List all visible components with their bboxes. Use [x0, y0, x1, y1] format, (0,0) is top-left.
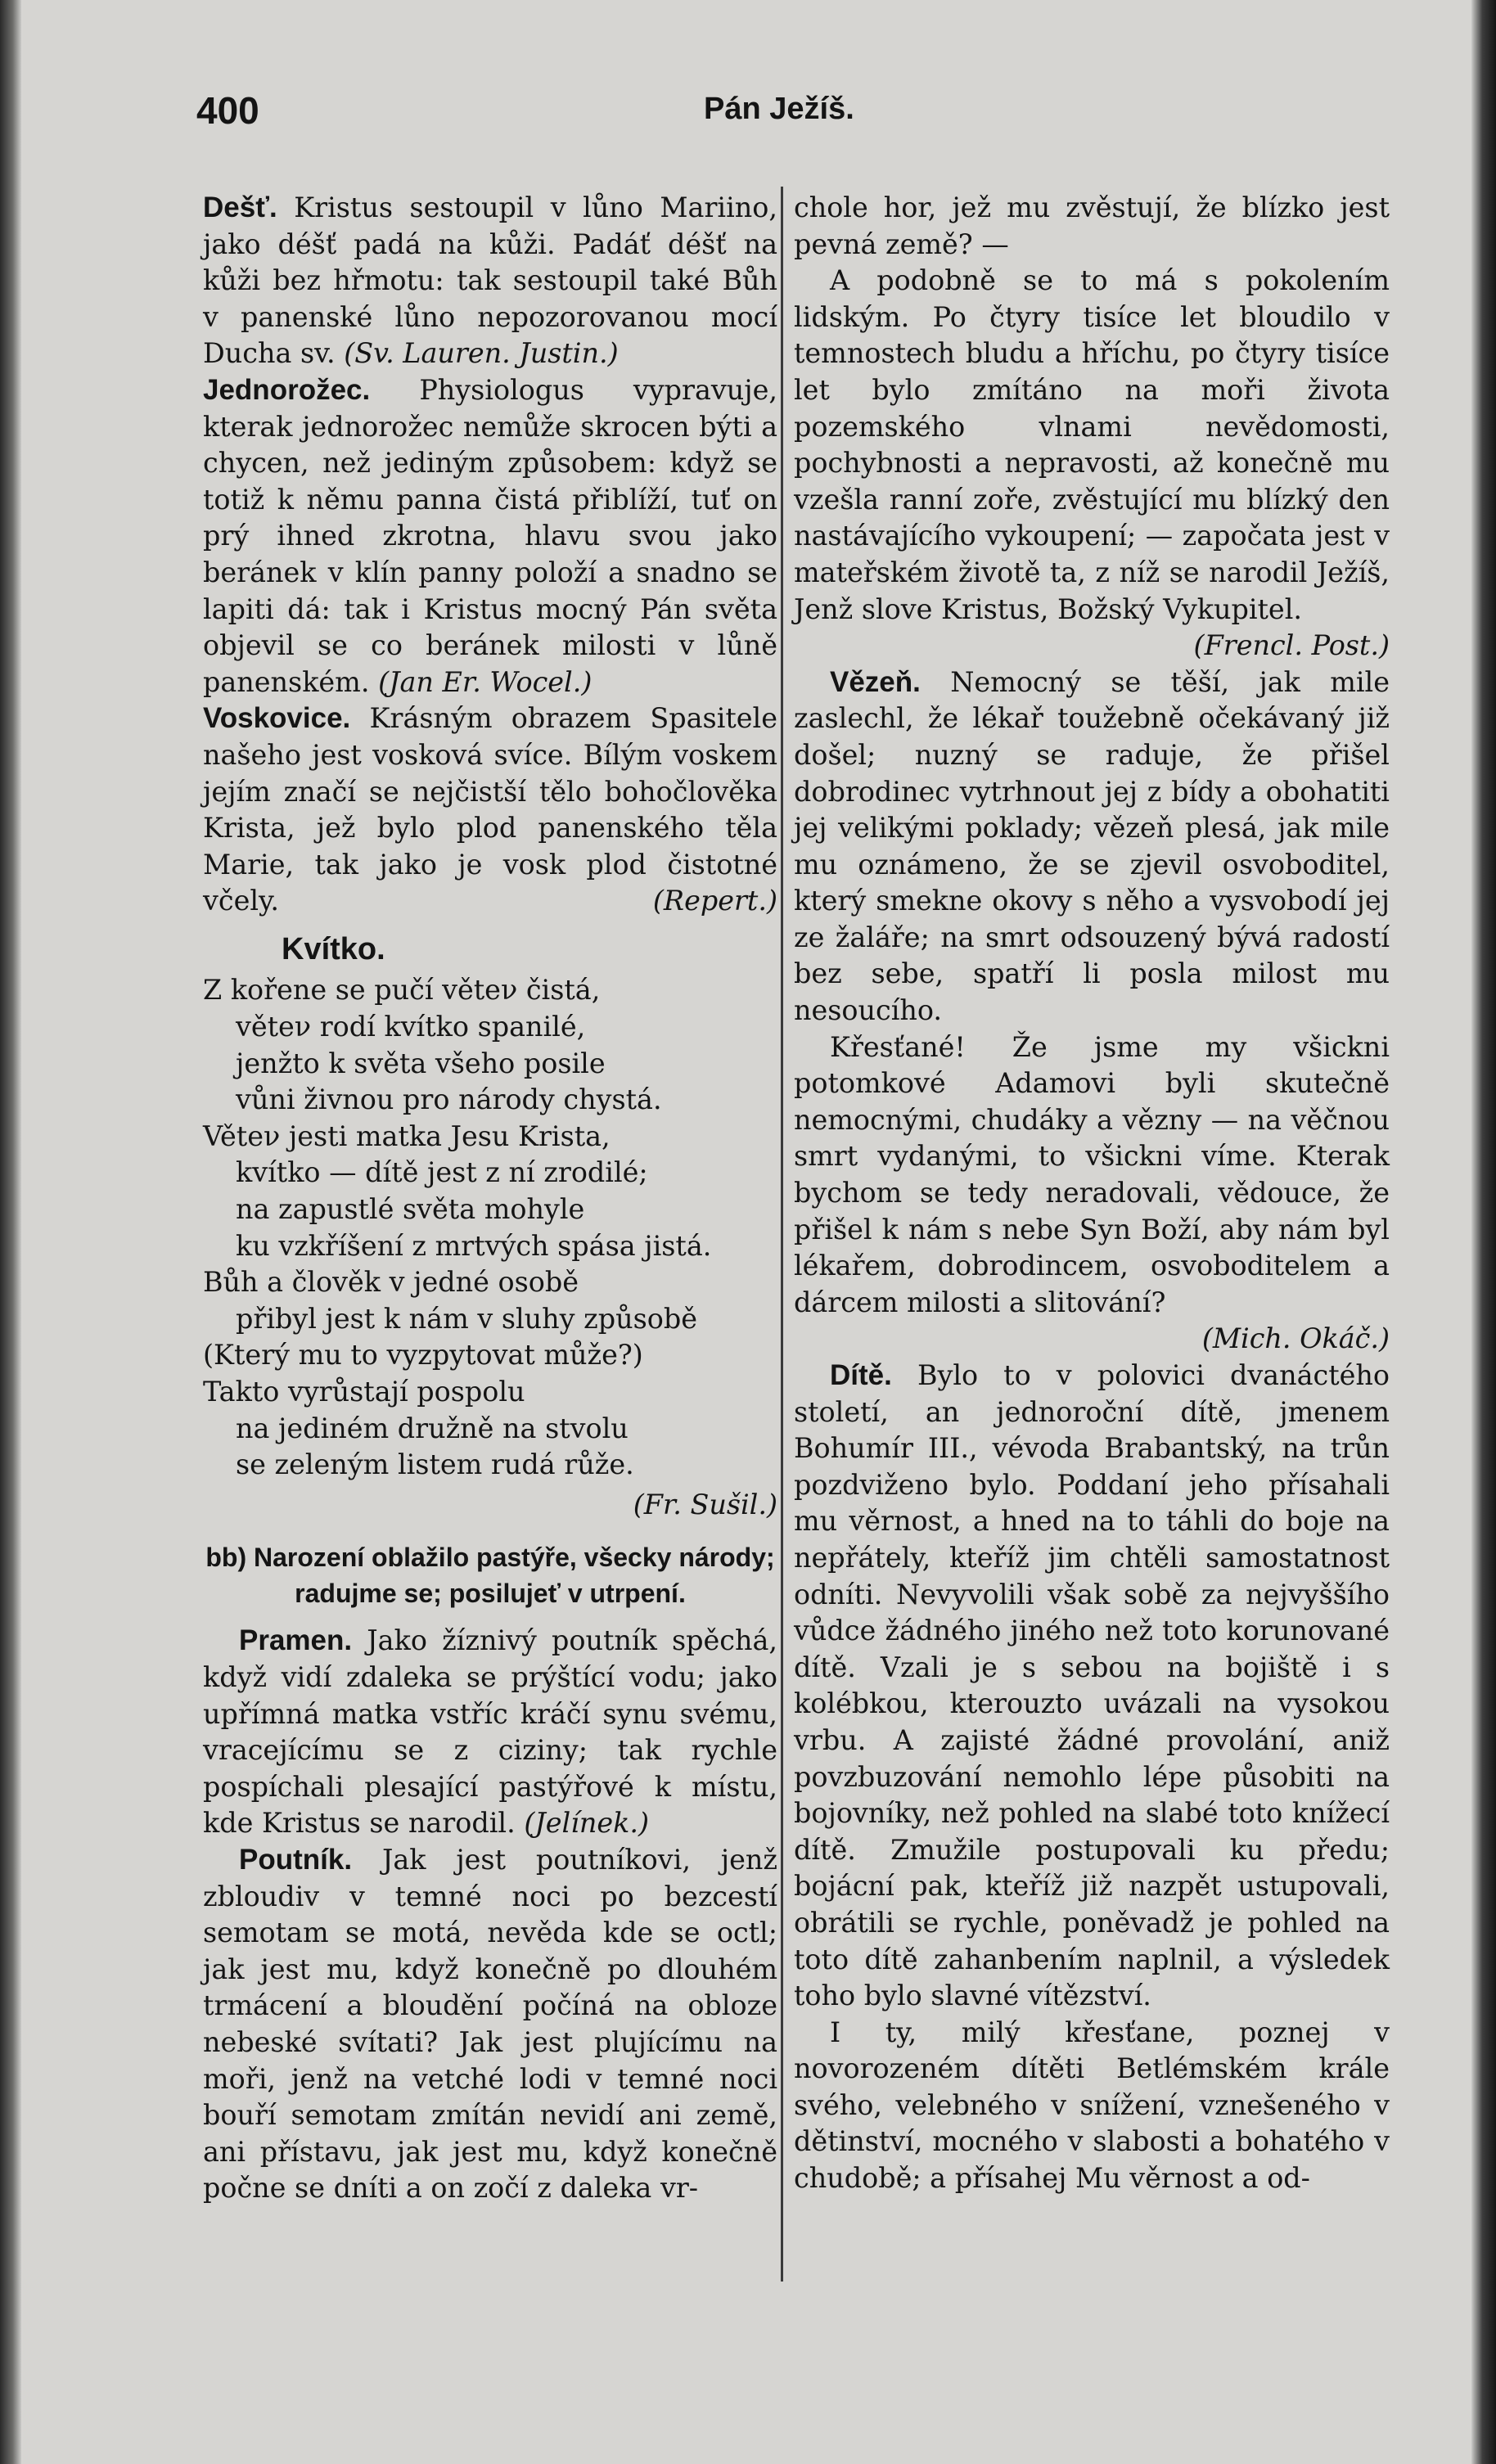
poem-line: se zeleným listem rudá růže. [236, 1448, 634, 1481]
entry-dest [203, 190, 777, 372]
right-column [794, 190, 1390, 2197]
entry-pramen [203, 1623, 777, 1842]
entry-voskovice [203, 700, 777, 920]
entry-heading: Dešť. [203, 191, 277, 223]
poem-line: na jediném družně na stvolu [236, 1412, 629, 1444]
entry-source: (Sv. Lauren. Justin.) [344, 337, 619, 370]
poem-line: Takto vyrůstají pospolu [203, 1376, 525, 1408]
entry-text: Physiologus vypravuje, kterak jednorožec nemůže skrocen býti a chycen, než jediným způsobem: když se totiž k němu panna čistá přiblíží, tuť on prý ihned zkrotna, hlavu svou jako beránek v klín panny položí a snadno se lapiti dá: tak i Kristus mocný Pán světa objevil se co beránek milosti v lůně panenském. [203, 373, 777, 698]
poem-source: (Fr. Sušil.) [633, 1488, 777, 1520]
entry-source: (Mich. Okáč.) [1201, 1322, 1390, 1355]
poem-line: vůni živnou pro národy chystá. [236, 1083, 662, 1116]
poem-line: přibyl jest k nám v sluhy způsobě [236, 1302, 697, 1335]
entry-text: Krásným obrazem Spasitele našeho jest vosková svíce. Bílým voskem jejím značí se nejčistší tělo bohočlověka Krista, jež bylo plod panenského těla Marie, tak jako je vosk plod čistotné včely. [203, 702, 777, 917]
poem-line: (Který mu to vyzpytovat může?) [203, 1339, 643, 1372]
column-divider [781, 187, 783, 2282]
entry-text: Jak jest poutníkovi, jenž zbloudiv v temné noci po bezcestí semotam se motá, nevěda kde se octl; jak jest mu, když konečně po dlouhém trmácení a bloudění počíná na obloze nebeské svítati? Jak jest plujícímu na moři, jenž na vetché lodi v temné noci bouří semotam zmítán nevidí ani země, ani přístavu, jak jest mu, když konečně počne se dníti a on zočí z daleka vr- [203, 1843, 777, 2205]
page-header [196, 88, 1308, 137]
entry-text: Křesťané! Že jsme my všickni potomkové Adamovi byli skutečně nemocnými, chudáky a vězny — na věčnou smrt vydanými, to všickni víme. Kterak bychom se tedy neradovali, vědouce, že přišel k nám s nebe Syn Boží, aby nám byl lékařem, dobrodincem, osvoboditelem a dárcem milosti a slitování? [794, 1030, 1390, 1318]
poem-line: ku vzkříšení z mrtvých spása jistá. [236, 1229, 712, 1262]
poem-line: věteν rodí kvítko spanilé, [236, 1011, 586, 1043]
continuation-text: chole hor, jež mu zvěstují, že blízko jest pevná země? — [794, 191, 1390, 260]
poem-line: Bůh a člověk v jedné osobě [203, 1266, 579, 1299]
entry-krestane [794, 1029, 1390, 1322]
entry-text: I ty, milý křesťane, poznej v novorozeném dítěti Betlémském krále svého, velebného v snížení, vznešeného v dětinství, mocného v slabosti a bohatého v chudobě; a přísahej Mu věrnost a od- [794, 2016, 1390, 2195]
scan-edge-right [1471, 0, 1496, 2464]
entry-source: (Repert.) [652, 885, 777, 917]
section-title-line-2: radujme se; posilujeť v utrpení. [295, 1579, 686, 1609]
entry-source: (Jan Er. Wocel.) [378, 665, 593, 698]
running-title: Pán Ježíš. [704, 92, 854, 126]
entry-vezen [794, 664, 1390, 1029]
entry-heading: Pramen. [239, 1624, 353, 1657]
poem-line: kvítko — dítě jest z ní zrodilé; [236, 1156, 648, 1189]
entry-text: Jako žíznivý poutník spěchá, když vidí zdaleka se prýštící vodu; jako upřímná matka vstříc kráčí synu svému, vracejícímu se z ciziny; tak rychle pospíchali plesající pastýřové k místu, kde Kristus se narodil. [203, 1624, 777, 1840]
entry-heading: Voskovice. [203, 702, 351, 735]
page-number: 400 [196, 89, 259, 132]
poem-line: jenžto k světa všeho posile [236, 1047, 606, 1079]
scan-edge-left [0, 0, 21, 2464]
section-title-line-1: bb) Narození oblažilo pastýře, všecky národy; [205, 1543, 775, 1573]
section-title [203, 1539, 777, 1611]
poem-title: Kvítko. [282, 931, 385, 966]
entry-text: A podobně se to má s pokolením lidským. Po čtyry tisíce let bloudilo v temnostech bludu a hříchu, po čtyry tisíce let bylo zmítáno na moři života pozemského vlnami nevědomosti, pochybnosti a nepravosti, až konečně mu vzešla ranní zoře, zvěstující mu blízký den nastávajícího vykoupení; — započata jest v mateřském životě ta, z níž se narodil Ježíš, Jenž slove Kristus, Božský Vykupitel. [794, 264, 1390, 625]
entry-pokoleni [794, 263, 1390, 664]
entry-dite [794, 1358, 1390, 2015]
entry-text: Kristus sestoupil v lůno Mariino, jako déšť padá na kůži. Padáť déšť na kůži bez hřmotu: tak sestoupil také Bůh v panenské lůno nepozorovanou mocí Ducha sv. [203, 191, 777, 370]
poem-line: Věteν jesti matka Jesu Krista, [203, 1119, 611, 1152]
entry-source: (Frencl. Post.) [1193, 629, 1390, 662]
poem-kvitko [203, 972, 777, 1523]
book-page [21, 0, 1471, 2464]
entry-heading: Jednorožec. [203, 373, 371, 406]
entry-heading: Poutník. [239, 1843, 353, 1876]
entry-source: (Jelínek.) [524, 1807, 650, 1840]
left-column [203, 190, 777, 2207]
entry-text: Nemocný se těší, jak mile zaslechl, že lékař toužebně očekávaný již došel; nuzný se raduje, že přišel dobrodinec vytrhnout jej z bídy a obohatiti jej velikými poklady; vězeň plesá, jak mile mu oznámeno, že se zjevil osvoboditel, který smekne okovy s něho a vysvobodí jej ze žaláře; na smrt odsouzený bývá radostí bez sebe, spatří li posla milost mu nesoucího. [794, 665, 1390, 1027]
entry-heading: Dítě. [830, 1359, 892, 1391]
entry-poutnik [203, 1842, 777, 2207]
poem-line: na zapustlé světa mohyle [236, 1193, 585, 1226]
entry-closing [794, 2015, 1390, 2197]
entry-jednorozec [203, 372, 777, 700]
entry-heading: Vězeň. [830, 665, 921, 698]
entry-text: Bylo to v polovici dvanáctého století, an jednoroční dítě, jmenem Bohumír III., vévoda Brabantský, na trůn pozdviženo bylo. Poddaní jeho přísahali mu věrnost, a hned na to táhli do boje na nepřátely, kteříž jim chtěli samostatnost odníti. Nevyvolili však sobě za nejvyššího vůdce žádného jiného než toto korunované dítě. Vzali je s sebou na bojiště i s kolébkou, kterouzto uvázali na vysokou vrbu. A zajisté žádné provolání, aniž povzbuzování nemohlo lépe působiti na bojovníky, než pohled na slabé toto knížecí dítě. Zmužile postupovali ku předu; bojácní pak, kteříž již nazpět ustupovali, obrátili se rychle, poněvadž je pohled na toto dítě zahanbením naplnil, a výsledek toho bylo slavné vítězství. [794, 1359, 1390, 2012]
poem-line: Z kořene se pučí věteν čistá, [203, 974, 601, 1007]
